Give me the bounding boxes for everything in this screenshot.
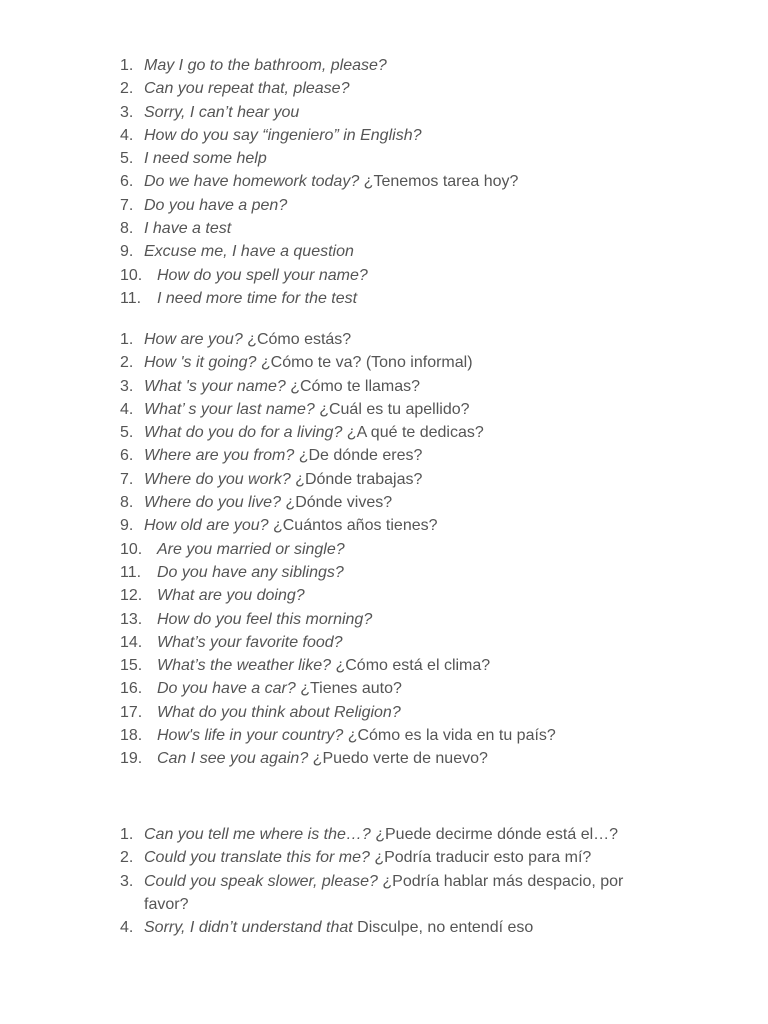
item-text [157, 654, 490, 677]
spanish-translation: ¿Cuántos años tienes? [268, 517, 438, 535]
english-phrase: How are you? [144, 331, 243, 348]
spanish-translation: ¿Puede decirme dónde está el…? [370, 826, 619, 843]
list-item [0, 147, 768, 170]
item-text [157, 287, 357, 310]
list-item [0, 194, 768, 217]
list-item [0, 608, 768, 631]
list-item [0, 631, 768, 654]
conversation-questions-list [0, 328, 768, 771]
english-phrase: Could you translate this for me? [144, 849, 370, 867]
item-number: 2. [120, 354, 134, 372]
list-item [0, 264, 768, 287]
list-item [0, 101, 768, 124]
item-number: 6. [120, 447, 134, 465]
english-phrase: Can you tell me where is the…? [144, 826, 371, 843]
english-phrase: Do you have a pen? [144, 196, 288, 214]
list-item [0, 870, 768, 917]
item-text [157, 631, 343, 654]
spanish-translation: ¿De dónde eres? [294, 447, 423, 465]
item-number: 4. [120, 919, 134, 937]
item-text [144, 351, 473, 374]
english-phrase: Do you have any siblings? [157, 563, 344, 581]
item-number: 8. [120, 220, 134, 238]
item-number: 9. [120, 243, 134, 261]
list-item [0, 351, 768, 374]
list-item [0, 514, 768, 537]
list-item [0, 375, 768, 398]
item-text [144, 170, 518, 193]
item-number: 3. [120, 103, 134, 121]
item-number: 5. [120, 150, 134, 168]
english-phrase: Are you married or single? [157, 540, 345, 558]
item-text [157, 608, 372, 631]
spanish-translation: Disculpe, no entendí eso [352, 919, 534, 937]
english-phrase: Do we have homework today? [144, 173, 360, 191]
list-item [0, 491, 768, 514]
item-number: 9. [120, 517, 134, 535]
list-item [0, 468, 768, 491]
assistance-questions-list [0, 823, 768, 939]
list-item [0, 240, 768, 263]
item-number: 8. [120, 494, 134, 512]
english-phrase: I need some help [144, 150, 267, 168]
english-phrase: How's life in your country? [157, 727, 344, 745]
english-phrase: Sorry, I can’t hear you [144, 103, 300, 121]
item-text [144, 444, 422, 467]
english-phrase: What’s your favorite food? [157, 633, 343, 651]
spanish-translation: ¿Tienes auto? [295, 680, 402, 698]
item-text [144, 823, 618, 846]
spanish-translation: ¿Dónde vives? [280, 494, 393, 512]
item-text [144, 101, 299, 124]
english-phrase: Where are you from? [144, 447, 295, 465]
english-phrase: How 's it going? [144, 354, 257, 372]
spanish-translation: ¿Cómo está el clima? [331, 657, 491, 675]
item-number: 11. [120, 289, 142, 307]
list-item [0, 677, 768, 700]
item-number: 3. [120, 377, 134, 395]
item-number: 7. [120, 196, 134, 214]
list-item [0, 124, 768, 147]
item-number: 4. [120, 126, 134, 144]
item-text [144, 514, 438, 537]
item-text [157, 264, 368, 287]
item-number: 2. [120, 849, 134, 867]
item-number: 12. [120, 587, 143, 605]
item-text [157, 677, 402, 700]
item-text [157, 584, 305, 607]
list-item [0, 444, 768, 467]
item-number: 1. [120, 331, 134, 348]
item-number: 2. [120, 80, 134, 98]
spanish-translation: ¿Cómo es la vida en tu país? [343, 727, 556, 745]
english-phrase: Can I see you again? [157, 750, 309, 768]
list-item [0, 846, 768, 869]
spanish-translation: ¿Cómo estás? [242, 331, 352, 348]
item-number: 1. [120, 57, 134, 74]
item-text [144, 124, 421, 147]
list-item [0, 724, 768, 747]
list-item [0, 747, 768, 770]
item-text [157, 747, 488, 770]
english-phrase: May I go to the bathroom, please? [144, 57, 387, 74]
english-phrase: Where do you live? [144, 494, 281, 512]
spanish-translation: ¿A qué te dedicas? [342, 424, 484, 442]
item-number: 1. [120, 826, 134, 843]
item-number: 11. [120, 563, 142, 581]
list-item [0, 421, 768, 444]
english-phrase: Do you have a car? [157, 680, 296, 698]
item-text [144, 147, 267, 170]
list-item [0, 701, 768, 724]
english-phrase: What are you doing? [157, 587, 305, 605]
list-item [0, 54, 768, 77]
item-text [144, 240, 354, 263]
item-number: 7. [120, 470, 134, 488]
item-text [144, 916, 533, 939]
item-number: 14. [120, 633, 143, 651]
list-item [0, 916, 768, 939]
list-item [0, 217, 768, 240]
item-text [144, 54, 387, 77]
spanish-translation: ¿Dónde trabajas? [290, 470, 423, 488]
list-item [0, 654, 768, 677]
english-phrase: Can you repeat that, please? [144, 80, 350, 98]
english-phrase: Excuse me, I have a question [144, 243, 354, 261]
item-text [144, 398, 470, 421]
spanish-translation: ¿Tenemos tarea hoy? [359, 173, 519, 191]
spanish-translation: ¿Podría traducir esto para mí? [369, 849, 592, 867]
english-phrase: Where do you work? [144, 470, 291, 488]
item-text [144, 217, 231, 240]
english-phrase: What do you think about Religion? [157, 703, 401, 721]
spanish-translation: ¿Cuál es tu apellido? [314, 400, 470, 418]
list-item [0, 561, 768, 584]
english-phrase: What’ s your last name? [144, 400, 315, 418]
item-number: 16. [120, 680, 143, 698]
list-item [0, 584, 768, 607]
item-text [157, 561, 344, 584]
english-phrase: I need more time for the test [157, 289, 358, 307]
item-text [144, 468, 422, 491]
spanish-translation: ¿Cómo te llamas? [285, 377, 421, 395]
english-phrase: How do you say “ingeniero” in English? [144, 126, 422, 144]
classroom-phrases-list [0, 54, 768, 310]
item-number: 18. [120, 727, 143, 745]
list-item [0, 77, 768, 100]
list-item [0, 170, 768, 193]
item-number: 4. [120, 400, 134, 418]
spanish-translation: ¿Cómo te va? (Tono informal) [256, 354, 473, 372]
english-phrase: What do you do for a living? [144, 424, 343, 442]
item-text [144, 870, 654, 917]
item-text [144, 375, 420, 398]
english-phrase: Could you speak slower, please? [144, 872, 378, 890]
item-number: 6. [120, 173, 134, 191]
item-text [144, 491, 392, 514]
english-phrase: I have a test [144, 220, 232, 238]
item-number: 13. [120, 610, 143, 628]
english-phrase: Sorry, I didn’t understand that [144, 919, 353, 937]
item-text [144, 194, 287, 217]
list-item [0, 287, 768, 310]
spanish-translation: ¿Podría hablar más despacio, por favor? [144, 872, 624, 913]
english-phrase: How old are you? [144, 517, 269, 535]
item-number: 3. [120, 872, 134, 890]
list-item [0, 398, 768, 421]
item-number: 10. [120, 540, 143, 558]
english-phrase: What’s the weather like? [157, 657, 332, 675]
item-text [157, 538, 345, 561]
item-text [144, 421, 484, 444]
item-number: 10. [120, 266, 143, 284]
list-item [0, 823, 768, 846]
item-number: 17. [120, 703, 143, 721]
item-text [144, 846, 591, 869]
item-text [157, 701, 401, 724]
list-item [0, 328, 768, 351]
english-phrase: How do you feel this morning? [157, 610, 373, 628]
item-text [144, 77, 349, 100]
item-text [157, 724, 556, 747]
item-number: 15. [120, 657, 143, 675]
english-phrase: What 's your name? [144, 377, 286, 395]
spanish-translation: ¿Puedo verte de nuevo? [308, 750, 488, 768]
item-number: 5. [120, 424, 134, 442]
item-number: 19. [120, 750, 143, 768]
english-phrase: How do you spell your name? [157, 266, 368, 284]
item-text [144, 328, 351, 351]
list-item [0, 538, 768, 561]
